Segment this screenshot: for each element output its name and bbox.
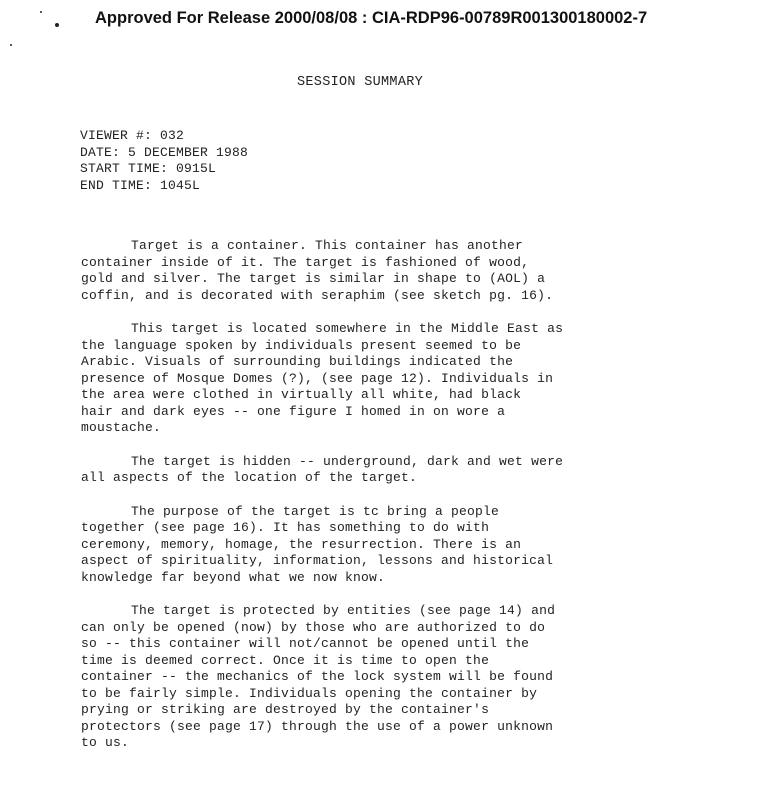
text-line: to be fairly simple. Individuals opening the container by [81,685,538,701]
text-line: Target is a container. This container has another [131,238,524,253]
text-line: The target is protected by entities (see page 14) and [131,603,556,618]
text-line: coffin, and is decorated with seraphim (see sketch pg. 16). [81,287,554,303]
paragraph-protection [81,603,681,752]
text-line: ceremony, memory, homage, the resurrection. There is an [81,536,522,552]
end-time: END TIME: 1045L [80,177,201,193]
document-title: SESSION SUMMARY [297,75,424,90]
scan-speck [40,11,42,13]
text-line: the area were clothed in virtually all white, had black [81,387,522,402]
text-line: container inside of it. The target is fashioned of wood, [81,254,530,270]
text-line: to us. [81,735,130,750]
session-metadata [80,128,248,194]
text-line: gold and silver. The target is similar in shape to (AOL) a [81,271,546,286]
text-line: hair and dark eyes -- one figure I homed in on wore a [81,403,506,419]
text-line: time is deemed correct. Once it is time to open the [81,652,490,668]
text-line: knowledge far beyond what we now know. [81,569,386,585]
text-line: protectors (see page 17) through the use of a power unknown [81,718,554,734]
text-line: aspect of spirituality, information, lessons and historical [81,553,554,568]
start-time: START TIME: 0915L [80,161,217,176]
text-line: This target is located somewhere in the Middle East as [131,321,564,336]
viewer-number: VIEWER #: 032 [80,128,185,143]
summary-body [81,238,681,769]
paragraph-container-description [81,238,681,304]
text-line: moustache. [81,420,162,435]
text-line: The purpose of the target is tc bring a people [131,503,500,519]
paragraph-hidden [81,454,681,487]
release-stamp-header: Approved For Release 2000/08/08 : CIA-RDP96-00789R001300180002-7 [95,9,648,27]
text-line: The target is hidden -- underground, dark and wet were [131,453,564,469]
text-line: Arabic. Visuals of surrounding buildings indicated the [81,354,514,369]
text-line: together (see page 16). It has something to do with [81,520,490,535]
scan-speck [10,44,12,46]
paragraph-location [81,321,681,437]
text-line: so -- this container will not/cannot be opened until the [81,636,530,651]
text-line: can only be opened (now) by those who are authorized to do [81,619,546,635]
scan-speck [55,23,59,27]
text-line: prying or striking are destroyed by the container's [81,702,490,717]
text-line: container -- the mechanics of the lock system will be found [81,669,554,684]
text-line: presence of Mosque Domes (?), (see page 12). Individuals in [81,370,554,386]
text-line: all aspects of the location of the target. [81,470,418,485]
session-date: DATE: 5 DECEMBER 1988 [80,144,249,160]
text-line: the language spoken by individuals present seemed to be [81,337,522,353]
paragraph-purpose [81,504,681,587]
